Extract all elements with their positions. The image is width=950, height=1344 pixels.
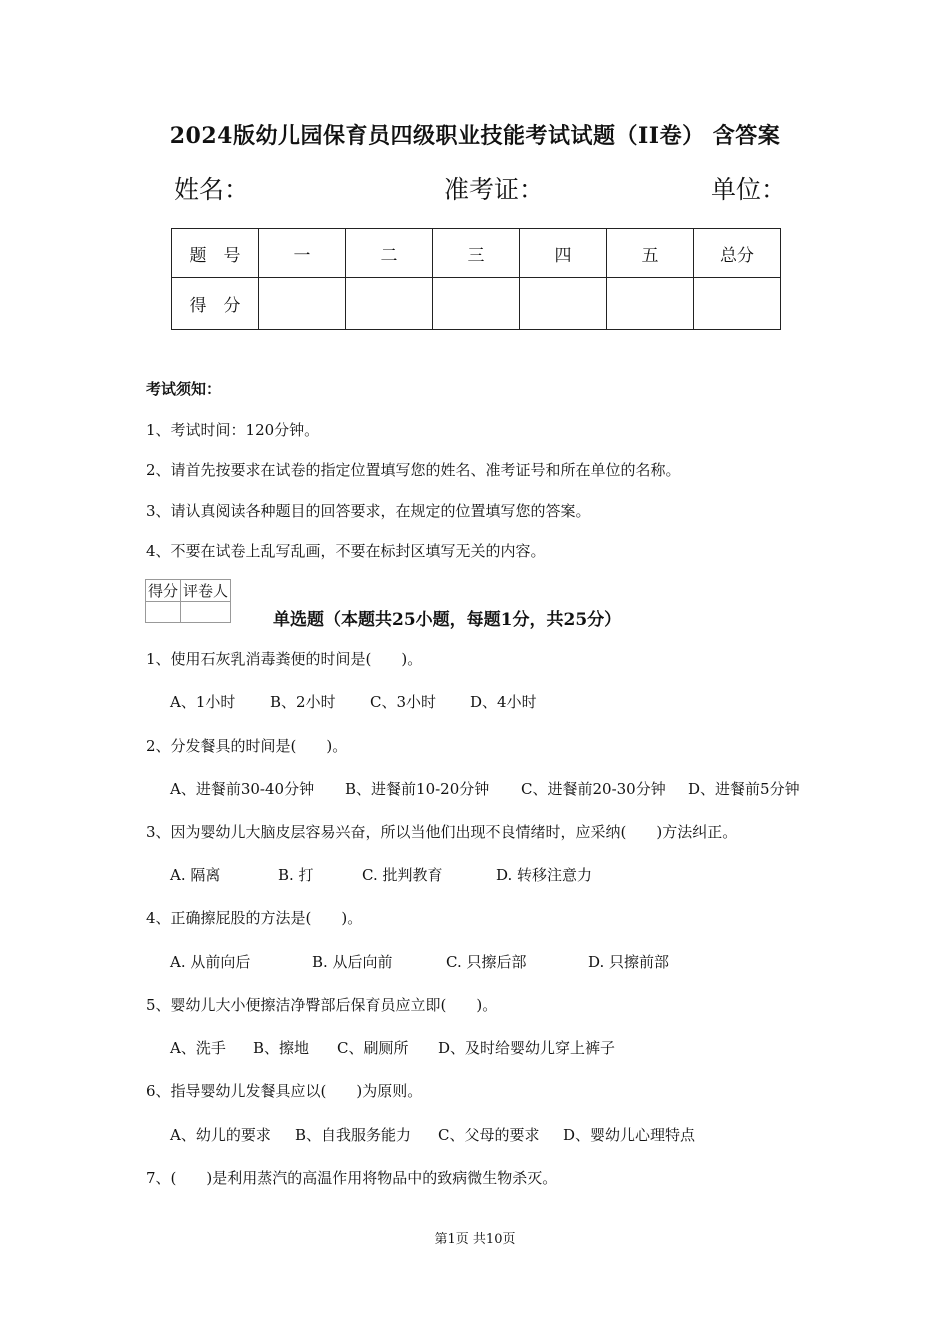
question-text: 6、指导婴幼儿发餐具应以( )为原则。 [146, 1082, 423, 1100]
question-text: 5、婴幼儿大小便擦洁净臀部后保育员应立即( )。 [146, 996, 498, 1014]
notice-item: 3、请认真阅读各种题目的回答要求，在规定的位置填写您的答案。 [146, 502, 591, 520]
notice-item: 1、考试时间：120分钟。 [146, 421, 320, 439]
answer-option: D. 转移注意力 [496, 866, 593, 884]
answer-option: C. 只擦后部 [446, 953, 527, 971]
notice-item: 4、不要在试卷上乱写乱画，不要在标封区填写无关的内容。 [146, 542, 546, 560]
answer-option: C、父母的要求 [438, 1126, 540, 1144]
answer-option: C. 批判教育 [362, 866, 443, 884]
grader-box [145, 579, 231, 623]
answer-option: D、婴幼儿心理特点 [563, 1126, 696, 1144]
notice-heading: 考试须知： [146, 380, 222, 398]
grader-reviewer-label: 评卷人 [181, 580, 231, 602]
grader-score-label: 得分 [146, 580, 181, 602]
exam-number-label: 准考证： [444, 175, 545, 204]
score-header-cell: 五 [607, 229, 694, 278]
question-text: 4、正确擦屁股的方法是( )。 [146, 909, 363, 927]
answer-option: D、及时给婴幼儿穿上裤子 [438, 1039, 616, 1057]
score-header-cell: 一 [259, 229, 346, 278]
answer-option: C、3小时 [370, 693, 437, 711]
answer-option: D. 只擦前部 [588, 953, 670, 971]
document-title: 2024版幼儿园保育员四级职业技能考试试题（II卷） 含答案 [169, 123, 781, 149]
grader-score-cell [146, 602, 181, 623]
score-header-cell: 题 号 [172, 229, 259, 278]
score-cell [259, 278, 346, 330]
score-table [171, 228, 781, 330]
answer-option: B、自我服务能力 [295, 1126, 412, 1144]
score-cell [346, 278, 433, 330]
question-text: 2、分发餐具的时间是( )。 [146, 737, 348, 755]
score-header-cell: 三 [433, 229, 520, 278]
answer-option: A. 隔离 [170, 866, 221, 884]
answer-option: D、4小时 [470, 693, 537, 711]
answer-option: C、进餐前20-30分钟 [521, 780, 666, 798]
section-title: 单选题（本题共25小题，每题1分，共25分） [273, 610, 622, 630]
score-row-label: 得 分 [172, 278, 259, 330]
answer-option: C、刷厕所 [337, 1039, 409, 1057]
answer-option: B、2小时 [270, 693, 336, 711]
score-cell [694, 278, 781, 330]
page-number: 第1页 共10页 [434, 1232, 516, 1247]
answer-option: B. 从后向前 [312, 953, 393, 971]
question-text: 7、( )是利用蒸汽的高温作用将物品中的致病微生物杀灭。 [146, 1169, 558, 1187]
score-cell [520, 278, 607, 330]
answer-option: A、幼儿的要求 [170, 1126, 271, 1144]
score-header-cell: 二 [346, 229, 433, 278]
answer-option: B、进餐前10-20分钟 [345, 780, 490, 798]
question-text: 3、因为婴幼儿大脑皮层容易兴奋，所以当他们出现不良情绪时，应采纳( )方法纠正。 [146, 823, 738, 841]
score-header-cell: 四 [520, 229, 607, 278]
name-label: 姓名： [174, 175, 250, 204]
question-text: 1、使用石灰乳消毒粪便的时间是( )。 [146, 650, 423, 668]
score-table-score-row [172, 278, 781, 330]
notice-item: 2、请首先按要求在试卷的指定位置填写您的姓名、准考证号和所在单位的名称。 [146, 461, 681, 479]
unit-label: 单位： [711, 175, 787, 204]
answer-option: A. 从前向后 [170, 953, 251, 971]
answer-option: A、洗手 [170, 1039, 226, 1057]
score-header-cell: 总分 [694, 229, 781, 278]
answer-option: B、擦地 [253, 1039, 310, 1057]
answer-option: A、进餐前30-40分钟 [170, 780, 315, 798]
answer-option: D、进餐前5分钟 [688, 780, 800, 798]
score-cell [433, 278, 520, 330]
score-table-header-row [172, 229, 781, 278]
answer-option: A、1小时 [170, 693, 236, 711]
answer-option: B. 打 [278, 866, 314, 884]
score-cell [607, 278, 694, 330]
grader-reviewer-cell [181, 602, 231, 623]
